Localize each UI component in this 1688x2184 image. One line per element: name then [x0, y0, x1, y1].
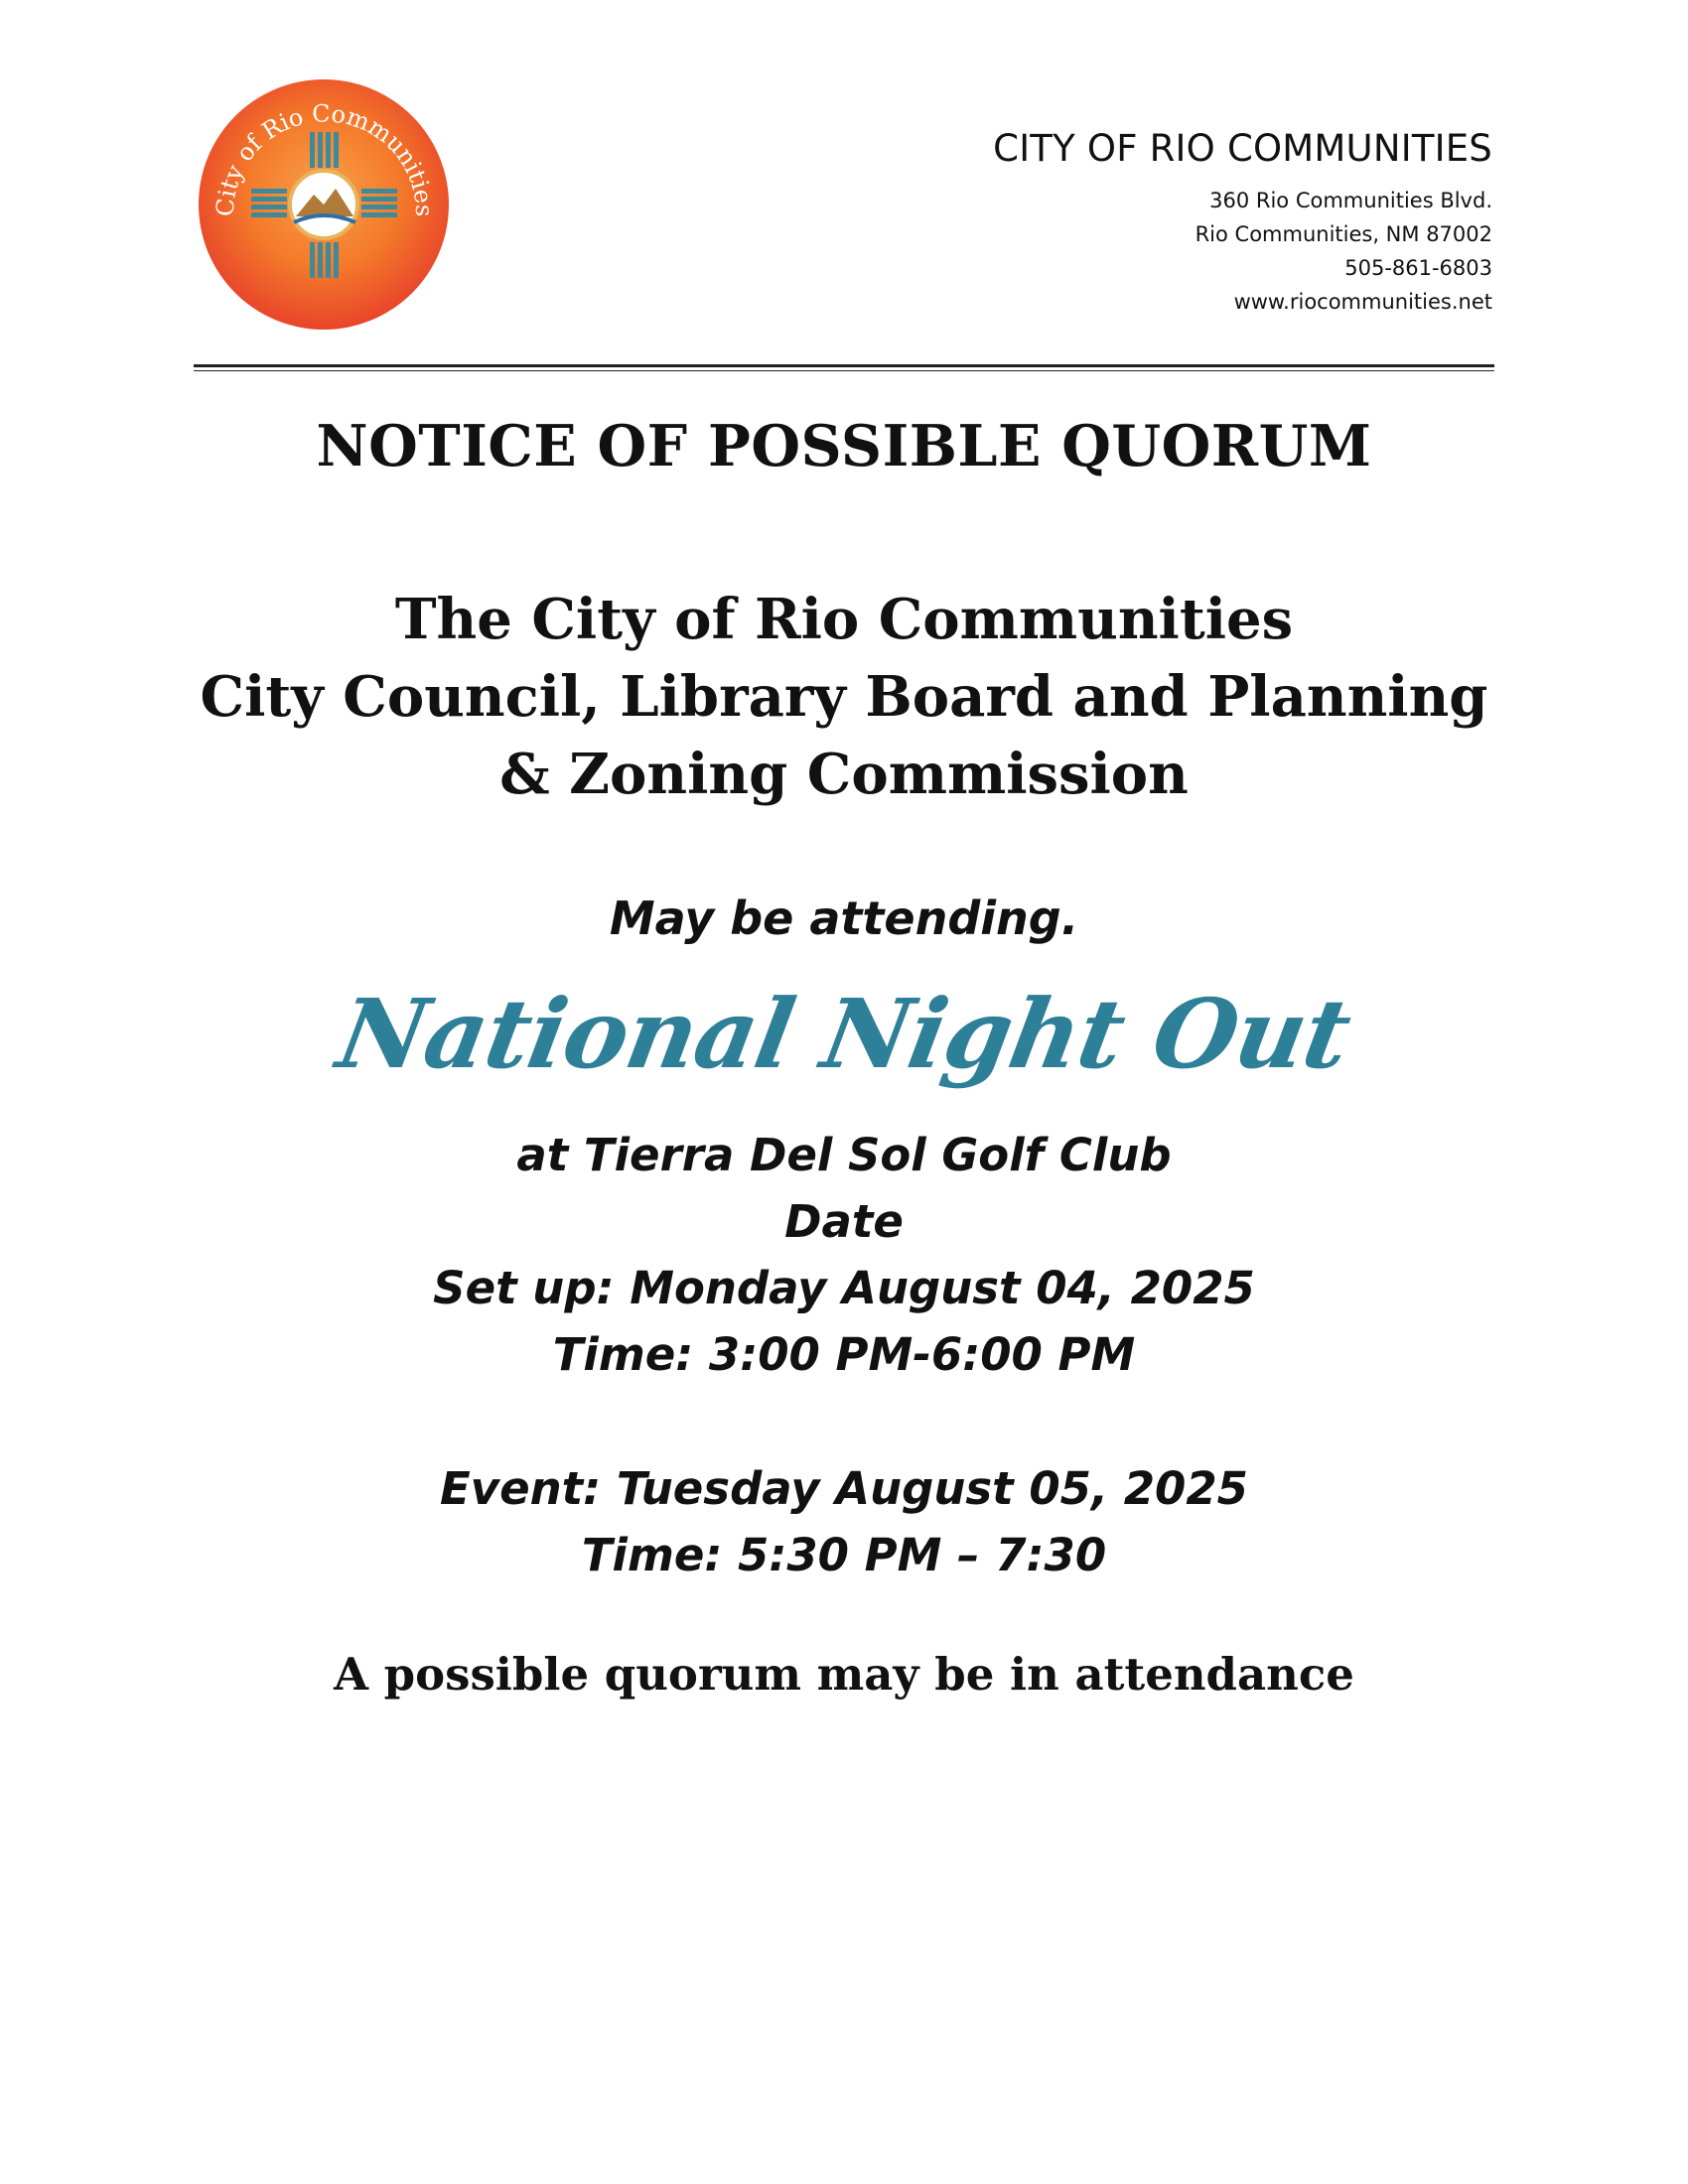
address-line-2: Rio Communities, NM 87002: [1195, 222, 1492, 246]
event-location: at Tierra Del Sol Golf Club: [516, 1129, 1172, 1181]
spacer: [0, 1388, 1688, 1455]
notice-title: NOTICE OF POSSIBLE QUORUM: [316, 413, 1372, 479]
org-name: CITY OF RIO COMMUNITIES: [993, 127, 1492, 170]
event-time: Time: 5:30 PM – 7:30: [581, 1529, 1107, 1581]
city-seal-logo: [197, 77, 451, 332]
seal-ring-text: City of Rio Communities: [211, 99, 439, 217]
city-seal-icon: [197, 77, 451, 332]
event-name: National Night Out: [330, 978, 1358, 1090]
phone-number: 505-861-6803: [1344, 256, 1492, 280]
date-heading: Date: [784, 1195, 904, 1248]
org-heading: [0, 581, 1688, 813]
website: www.riocommunities.net: [1233, 290, 1492, 314]
org-heading-line-3: & Zoning Commission: [499, 742, 1189, 807]
org-heading-line-1: The City of Rio Communities: [394, 587, 1294, 652]
org-heading-line-2: City Council, Library Board and Planning: [200, 664, 1488, 730]
event-details: [0, 1122, 1688, 1588]
org-contact-block: [993, 127, 1492, 319]
header-divider: [194, 364, 1494, 367]
event-date: Event: Tuesday August 05, 2025: [440, 1462, 1248, 1515]
address-line-1: 360 Rio Communities Blvd.: [1209, 189, 1492, 212]
quorum-statement: A possible quorum may be in attendance: [334, 1648, 1354, 1701]
attending-text: May be attending.: [609, 891, 1079, 945]
setup-date: Set up: Monday August 04, 2025: [433, 1262, 1255, 1314]
header-divider-thin: [194, 370, 1494, 371]
setup-time: Time: 3:00 PM-6:00 PM: [552, 1328, 1136, 1381]
